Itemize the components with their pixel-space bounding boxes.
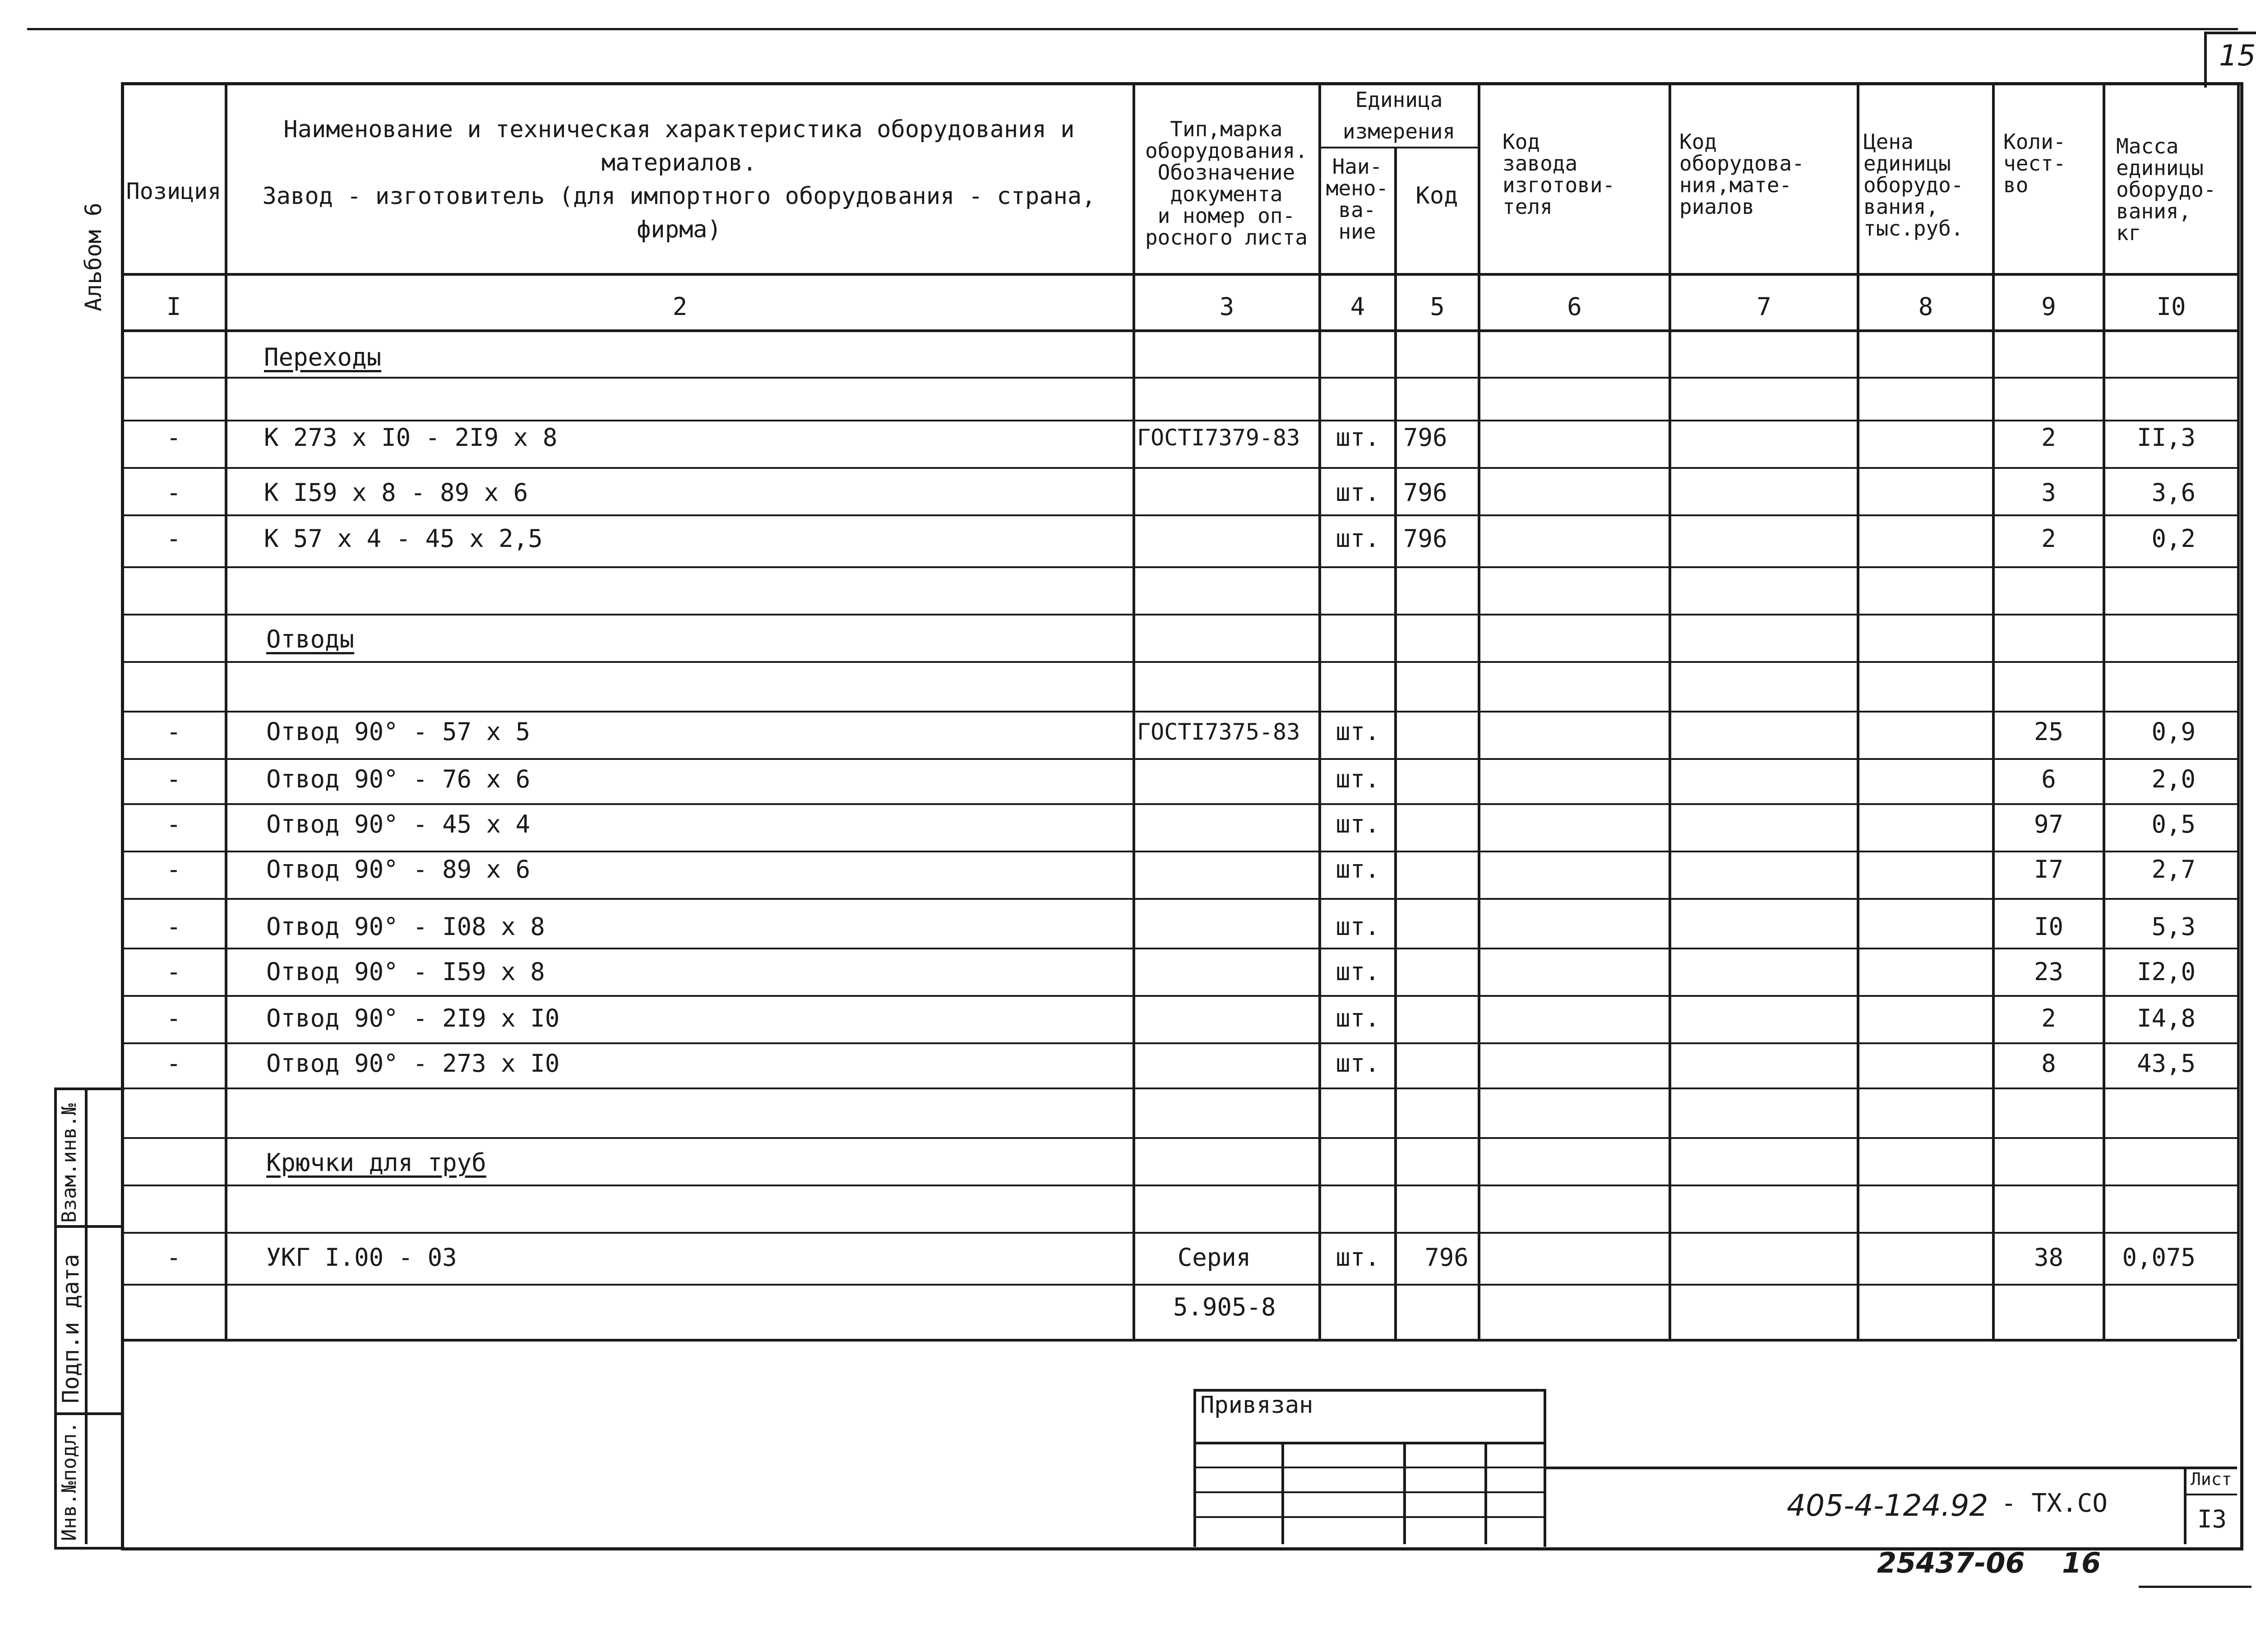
row-line — [121, 1232, 2237, 1234]
row-mass: 2,7 — [2151, 855, 2196, 884]
col-line-10 — [2237, 82, 2240, 1339]
side-stamp-divider — [85, 1087, 88, 1544]
row-name: К 273 х I0 - 2I9 х 8 — [264, 423, 558, 452]
table-body-bottom-line — [121, 1339, 2237, 1342]
section-title: Отводы — [266, 625, 355, 653]
privyazan-col — [1403, 1442, 1406, 1544]
row-line — [121, 566, 2237, 568]
header-factory-code: Код завода изготови- теля — [1502, 130, 1615, 219]
header-quantity: Коли- чест- во — [2003, 130, 2066, 197]
row-qty: 3 — [2041, 478, 2056, 507]
archive-page: 16 — [2062, 1546, 2101, 1579]
row-code: 796 — [1403, 524, 1447, 553]
row-line — [121, 377, 2237, 379]
row-line — [121, 614, 2237, 615]
row-mass: 3,6 — [2151, 478, 2196, 507]
row-line — [121, 711, 2237, 713]
row-unit: шт. — [1336, 478, 1380, 507]
colnum-1: I — [166, 292, 181, 321]
side-stamp-podp: Подп.и дата — [58, 1254, 84, 1403]
side-stamp-vzam: Взам.инв.№ — [58, 1103, 81, 1223]
row-line — [121, 1042, 2237, 1044]
row-name: Отвод 90° - 76 х 6 — [266, 765, 531, 793]
row-line — [121, 1185, 2237, 1186]
side-stamp-inv: Инв.№подл. — [58, 1421, 81, 1541]
section-title: Крючки для труб — [266, 1148, 486, 1177]
privyazan-line — [1193, 1442, 1544, 1444]
row-mass: 0,2 — [2151, 524, 2196, 553]
colnum-4: 4 — [1350, 292, 1365, 321]
row-line — [121, 803, 2237, 805]
row-type: ГОСТI7379-83 — [1137, 425, 1300, 451]
row-line — [121, 467, 2237, 469]
row-qty: 97 — [2034, 810, 2064, 838]
colnum-9: 9 — [2041, 292, 2056, 321]
row-line — [121, 995, 2237, 997]
row-line — [121, 851, 2237, 852]
row-unit: шт. — [1336, 1004, 1380, 1032]
row-type: Серия — [1177, 1243, 1251, 1272]
sheet-label-line — [2184, 1494, 2237, 1495]
row-qty: I0 — [2034, 912, 2064, 941]
privyazan-col — [1484, 1442, 1487, 1544]
row-qty: 8 — [2041, 1049, 2056, 1078]
row-qty: 25 — [2034, 717, 2064, 746]
sheet-number: I3 — [2197, 1505, 2227, 1533]
row-name: Отвод 90° - 273 х I0 — [266, 1049, 560, 1078]
section-title: Переходы — [264, 343, 382, 371]
row-mass: 2,0 — [2151, 765, 2196, 793]
row-line — [121, 1284, 2237, 1286]
row-unit: шт. — [1336, 765, 1380, 793]
row-name: УКГ I.00 - 03 — [266, 1243, 457, 1272]
header-name: Наименование и техническая характеристика оборудования и материалов. Завод - изготовитель (для импортного оборудования - страна, фирма) — [262, 116, 1096, 243]
row-mass: 5,3 — [2151, 912, 2196, 941]
row-name: Отвод 90° - I08 х 8 — [266, 912, 545, 941]
row-unit: шт. — [1336, 958, 1380, 986]
row-unit: шт. — [1336, 524, 1380, 553]
row-position: - — [166, 765, 181, 793]
colnum-7: 7 — [1757, 292, 1771, 321]
row-position: - — [166, 1243, 181, 1272]
row-code: 796 — [1424, 1243, 1469, 1272]
row-line — [121, 898, 2237, 900]
row-mass: 43,5 — [2136, 1049, 2196, 1078]
row-qty: I7 — [2034, 855, 2064, 884]
row-unit: шт. — [1336, 1243, 1380, 1272]
row-name: К 57 х 4 - 45 х 2,5 — [264, 524, 543, 553]
privyazan-line — [1193, 1467, 1544, 1468]
row-mass: I4,8 — [2136, 1004, 2196, 1032]
row-qty: 23 — [2034, 958, 2064, 986]
row-unit: шт. — [1336, 912, 1380, 941]
colnum-8: 8 — [1918, 292, 1933, 321]
row-position: - — [166, 810, 181, 838]
row-position: - — [166, 912, 181, 941]
row-line — [121, 661, 2237, 663]
header-price: Цена единицы оборудо- вания, тыс.руб. — [1863, 130, 1964, 241]
row-line — [121, 420, 2237, 421]
colnum-3: 3 — [1219, 292, 1234, 321]
header-type: Тип,марка оборудования. Обозначение документа и номер оп- росного листа — [1145, 117, 1308, 250]
row-name: Отвод 90° - 89 х 6 — [266, 855, 531, 884]
row-mass: 0,5 — [2151, 810, 2196, 838]
row-position: - — [166, 524, 181, 553]
row-position: - — [166, 1004, 181, 1032]
row-line — [121, 948, 2237, 949]
row-mass: II,3 — [2136, 423, 2196, 452]
row-mass: 0,075 — [2122, 1243, 2196, 1272]
sheet-label: Лист — [2191, 1469, 2232, 1489]
colnum-2: 2 — [672, 292, 688, 321]
header-unit-group: Единица измерения — [1342, 88, 1456, 143]
top-sheet-line — [27, 28, 2238, 30]
header-mass: Масса единицы оборудо- вания, кг — [2116, 134, 2216, 245]
row-qty: 2 — [2041, 524, 2056, 553]
header-equipment-code: Код оборудова- ния,мате- риалов — [1679, 130, 1804, 219]
header-unit-code: Код — [1415, 182, 1458, 209]
header-unit-name: Наи- мено- ва- ние — [1326, 154, 1389, 244]
row-type: ГОСТI7375-83 — [1137, 719, 1300, 745]
bottom-sheet-line — [2139, 1586, 2251, 1588]
col-line-4 — [1394, 147, 1397, 1339]
row-code: 796 — [1403, 478, 1447, 507]
row-name: Отвод 90° - 45 х 4 — [266, 810, 531, 838]
privyazan-label: Привязан — [1200, 1392, 1313, 1419]
row-name: Отвод 90° - 2I9 х I0 — [266, 1004, 560, 1032]
side-stamp-line — [54, 1225, 122, 1228]
colnum-6: 6 — [1567, 292, 1582, 321]
row-position: - — [166, 958, 181, 986]
side-stamp-line — [54, 1412, 122, 1415]
header-bottom-line — [121, 273, 2237, 276]
privyazan-line — [1193, 1516, 1544, 1518]
row-mass: 0,9 — [2151, 717, 2196, 746]
colnum-bottom-line — [121, 329, 2237, 332]
album-label: Альбом 6 — [80, 203, 106, 311]
row-position: - — [166, 855, 181, 884]
colnum-10: I0 — [2156, 292, 2186, 321]
row-unit: шт. — [1336, 855, 1380, 884]
row-position: - — [166, 478, 181, 507]
row-unit: шт. — [1336, 717, 1380, 746]
row-qty: 2 — [2041, 1004, 2056, 1032]
row-mass: I2,0 — [2136, 958, 2196, 986]
row-unit: шт. — [1336, 810, 1380, 838]
row-qty: 38 — [2034, 1243, 2064, 1272]
row-line — [121, 1137, 2237, 1139]
document-code: 405-4-124.92 — [1787, 1488, 1988, 1523]
row-qty: 2 — [2041, 423, 2056, 452]
row-line — [121, 1087, 2237, 1089]
row-name: Отвод 90° - 57 х 5 — [266, 717, 531, 746]
header-position: Позиция — [126, 178, 222, 204]
colnum-5: 5 — [1430, 292, 1445, 321]
archive-number: 25437-06 — [1877, 1546, 2025, 1579]
row-unit: шт. — [1336, 423, 1380, 452]
row-position: - — [166, 1049, 181, 1078]
row-qty: 6 — [2041, 765, 2056, 793]
row-type: 5.905-8 — [1173, 1293, 1276, 1321]
row-code: 796 — [1403, 423, 1447, 452]
row-line — [121, 758, 2237, 760]
row-position: - — [166, 423, 181, 452]
title-block-top-line — [1544, 1467, 2237, 1469]
corner-number: 15 — [2219, 39, 2256, 73]
row-name: К I59 х 8 - 89 х 6 — [264, 478, 528, 507]
row-line — [121, 514, 2237, 516]
row-name: Отвод 90° - I59 х 8 — [266, 958, 545, 986]
privyazan-col — [1281, 1442, 1284, 1544]
row-unit: шт. — [1336, 1049, 1380, 1078]
row-position: - — [166, 717, 181, 746]
document-suffix: - ТХ.СО — [2001, 1489, 2108, 1518]
privyazan-line — [1193, 1491, 1544, 1493]
